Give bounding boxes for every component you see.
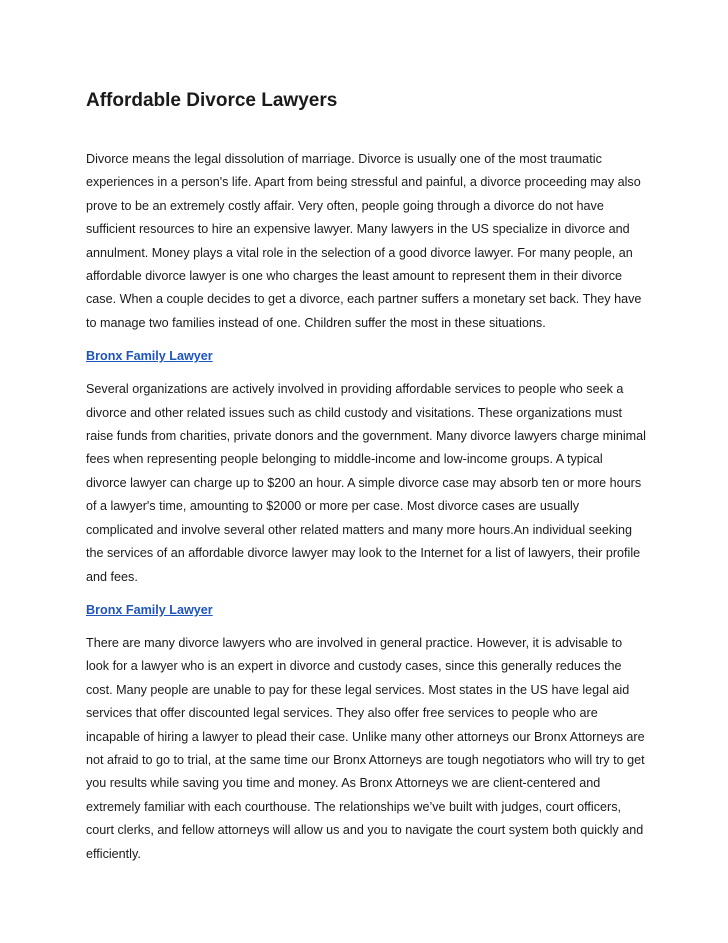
bronx-family-lawyer-link-1[interactable]: Bronx Family Lawyer <box>86 349 213 364</box>
paragraph-organizations: Several organizations are actively involved in providing affordable services to people who seek a divorce and other related issues such as child custody and visitations. These organizations must raise funds from charities, private donors and the government. Many divorce lawyers charge minimal fees when representing people belonging to middle-income and low-income groups. A typical divorce lawyer can charge up to $200 an hour. A simple divorce case may absorb ten or more hours of a lawyer's time, amounting to $2000 or more per case. Most divorce cases are usually complicated and involve several other related matters and many more hours.An individual seeking the services of an affordable divorce lawyer may look to the Internet for a list of lawyers, their profile and fees. <box>86 382 646 584</box>
document-page <box>86 88 646 876</box>
paragraph-general-practice: There are many divorce lawyers who are involved in general practice. However, it is advisable to look for a lawyer who is an expert in divorce and custody cases, since this generally reduces the cost. Many people are unable to pay for these legal services. Most states in the US have legal aid services that offer discounted legal services. They also offer free services to people who are incapable of hiring a lawyer to plead their case. Unlike many other attorneys our Bronx Attorneys are not afraid to go to trial, at the same time our Bronx Attorneys are tough negotiators who will try to get you results while saving you time and money. As Bronx Attorneys we are client-centered and extremely familiar with each courthouse. The relationships we’ve built with judges, court officers, court clerks, and fellow attorneys will allow us and you to navigate the court system both quickly and efficiently. <box>86 635 645 861</box>
document-title: Affordable Divorce Lawyers <box>86 90 338 111</box>
paragraph-intro: Divorce means the legal dissolution of marriage. Divorce is usually one of the most traumatic experiences in a person's life. Apart from being stressful and painful, a divorce proceeding may also prove to be an extremely costly affair. Very often, people going through a divorce do not have sufficient resources to hire an expensive lawyer. Many lawyers in the US specialize in divorce and annulment. Money plays a vital role in the selection of a good divorce lawyer. For many people, an affordable divorce lawyer is one who charges the least amount to represent them in their divorce case. When a couple decides to get a divorce, each partner suffers a monetary set back. They have to manage two families instead of one. Children suffer the most in these situations. <box>86 152 642 330</box>
bronx-family-lawyer-link-2[interactable]: Bronx Family Lawyer <box>86 602 213 617</box>
